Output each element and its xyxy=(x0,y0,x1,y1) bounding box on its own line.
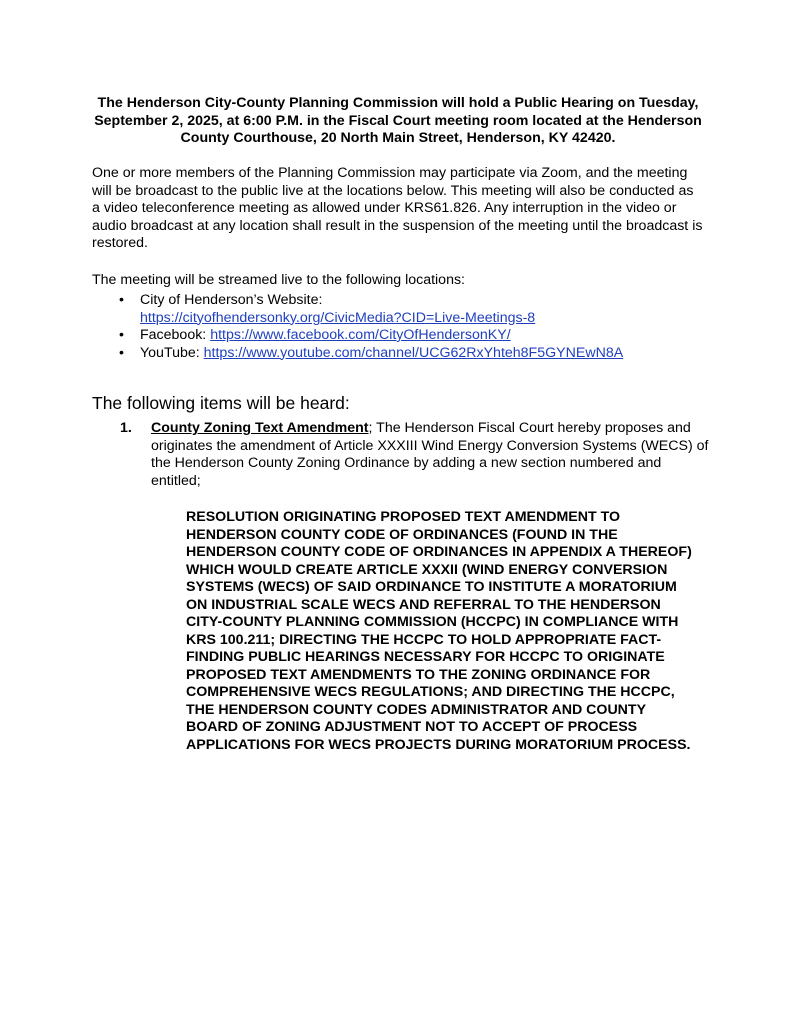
bullet-icon: • xyxy=(119,292,124,308)
resolution-text: RESOLUTION ORIGINATING PROPOSED TEXT AMENDMENT TO HENDERSON COUNTY CODE OF ORDINANCES (FOUND IN THE HENDERSON COUNTY CODE OF ORDINANCES IN APPENDIX A THEREOF) WHICH WOULD CREATE ARTICLE XXXII (WIND ENERGY CONVERSION SYSTEMS (WECS) OF SAID ORDINANCE TO INSTITUTE A MORATORIUM ON INDUSTRIAL SCALE WECS AND REFERRAL TO THE HENDERSON CITY-COUNTY PLANNING COMMISSION (HCCPC) IN COMPLIANCE WITH KRS 100.211; DIRECTING THE HCCPC TO HOLD APPROPRIATE FACT-FINDING PUBLIC HEARINGS NECESSARY FOR HCCPC TO ORIGINATE PROPOSED TEXT AMENDMENTS TO THE ZONING ORDINANCE FOR COMPREHENSIVE WECS REGULATIONS; AND DIRECTING THE HCCPC, THE HENDERSON COUNTY CODES ADMINISTRATOR AND COUNTY BOARD OF ZONING ADJUSTMENT NOT TO ACCEPT OF PROCESS APPLICATIONS FOR WECS PROJECTS DURING MORATORIUM PROCESS. xyxy=(186,509,692,753)
agenda-item-number: 1. xyxy=(120,420,132,436)
stream-locations-list xyxy=(92,292,712,362)
bullet-icon: • xyxy=(119,344,124,361)
agenda-item xyxy=(120,420,710,490)
stream-label: YouTube: xyxy=(140,344,200,361)
stream-label: Facebook: xyxy=(140,327,207,343)
intro-paragraph: One or more members of the Planning Commission may participate via Zoom, and the meeting will be broadcast to the public live at the locations below. This meeting will also be conducted as a video teleconference meeting as allowed under KRS61.826. Any interruption in the video or audio broadcast at any location shall result in the suspension of the meeting until the broadcast is restored. xyxy=(92,165,703,251)
facebook-link[interactable]: https://www.facebook.com/CityOfHendersonKY/ xyxy=(210,327,511,343)
website-link[interactable]: https://cityofhendersonky.org/CivicMedia?CID=Live-Meetings-8 xyxy=(140,309,536,326)
agenda-item-body xyxy=(120,420,710,490)
agenda-item-description: ; The Henderson Fiscal Court hereby proposes and originates the amendment of Article XXXIII Wind Energy Conversion Systems (WECS) of the Henderson County Zoning Ordinance by adding a new section numbered and entitled; xyxy=(151,420,709,489)
stream-item-youtube xyxy=(92,345,712,363)
bullet-icon: • xyxy=(119,327,124,343)
agenda-item-title: County Zoning Text Amendment xyxy=(151,420,369,436)
stream-item-website xyxy=(92,292,712,327)
stream-intro-text: The meeting will be streamed live to the following locations: xyxy=(92,272,466,288)
stream-item-facebook xyxy=(92,327,712,345)
hearing-announcement-heading: The Henderson City-County Planning Commission will hold a Public Hearing on Tuesday, September 2, 2025, at 6:00 P.M. in the Fiscal Court meeting room located at the Henderson County Courthouse, 20 North Main Street, Henderson, KY 42420. xyxy=(94,95,702,146)
stream-label: City of Henderson’s Website: xyxy=(140,292,323,308)
youtube-link[interactable]: https://www.youtube.com/channel/UCG62RxYhteh8F5GYNEwN8A xyxy=(203,344,624,361)
items-heading: The following items will be heard: xyxy=(92,393,350,413)
